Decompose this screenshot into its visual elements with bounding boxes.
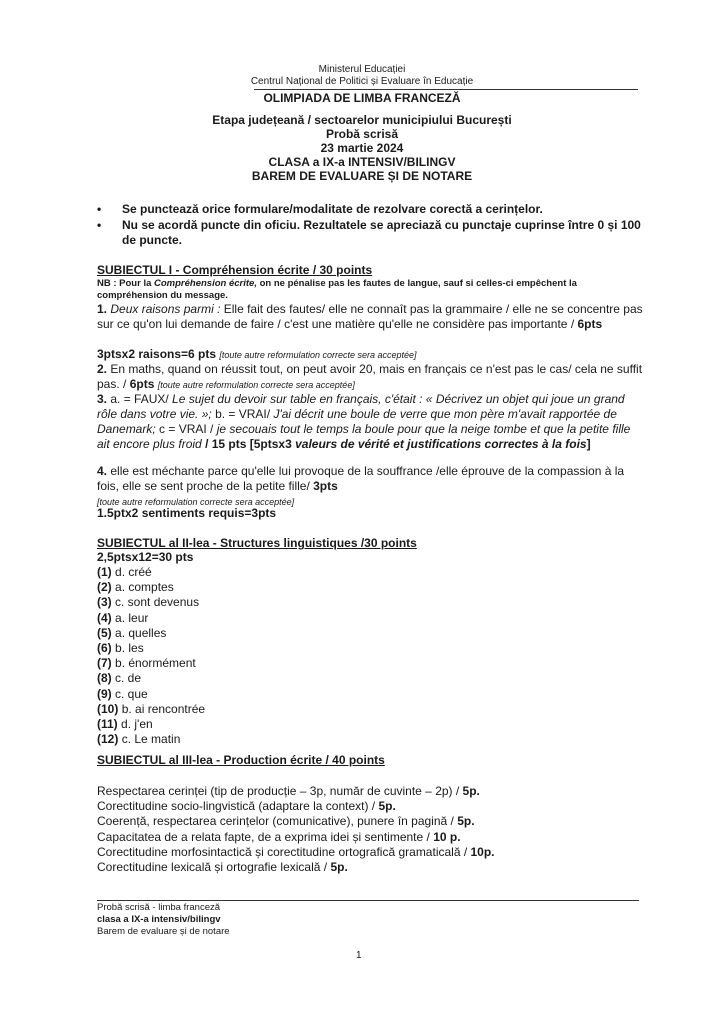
answer-number: (5) (97, 625, 112, 640)
criterion-points: 5p. (330, 860, 348, 874)
answer-text: a. quelles (115, 625, 167, 640)
nb-rest: on ne pénalise pas les fautes de langue, sauf si celles-ci empêchent la compréhension du message. (97, 278, 577, 301)
answer-text: c. Le matin (121, 732, 181, 747)
q3-a: a. = FAUX/ (107, 392, 173, 406)
q3-points: / 15 pts (201, 437, 250, 451)
q1-score: 3ptsx2 raisons=6 pts (97, 347, 217, 361)
criterion-points: 5p. (457, 814, 475, 829)
q1-points: 6pts (577, 317, 603, 331)
answer-text: d. j'en (121, 717, 153, 731)
answer-item (97, 626, 166, 641)
q3-c: c = VRAI / (155, 422, 217, 436)
answer-text: b. ai rencontrée (121, 701, 206, 716)
answer-number: (1) (97, 565, 112, 579)
criterion-text: Capacitatea de a relata fapte, de a exprima idei și sentimente / (97, 829, 434, 844)
criterion-item (97, 814, 475, 829)
criterion-item (97, 799, 396, 814)
criterion-points: 5p. (462, 784, 480, 798)
answer-item (97, 687, 148, 702)
criterion-item (97, 845, 495, 860)
section-2-title: SUBIECTUL al II-lea - Structures linguistiques /30 points (97, 536, 417, 550)
q4-note: [toute autre reformulation correcte sera acceptée] (97, 497, 295, 507)
q1-number: 1. (97, 302, 108, 316)
bullet-1-icon: • (97, 202, 102, 216)
question-1 (97, 302, 645, 332)
header-rule (254, 89, 638, 90)
bullet-2-icon: • (97, 218, 102, 232)
q3-score-start: [5ptsx3 (249, 437, 296, 451)
criterion-text: Corectitudine lexicală și ortografie lexicală / (97, 860, 331, 874)
q2-text: En maths, quand on réussit tout, on peut avoir 20, mais en français ce n'est pas le cas/ cela ne suffit pas. / (97, 362, 643, 391)
q3-b: b. = VRAI/ (211, 407, 274, 421)
question-4-score (97, 506, 645, 521)
nb-italic: Compréhension écrite, (154, 278, 257, 289)
section-2-score (97, 550, 193, 565)
answer-item (97, 611, 148, 626)
answer-number: (12) (97, 732, 119, 747)
question-4 (97, 464, 645, 494)
criterion-points: 10p. (470, 844, 495, 859)
answer-item (97, 656, 196, 671)
footer-line-1: Probă scrisă - limba franceză (97, 902, 221, 913)
answer-text: b. énormément (115, 656, 196, 671)
q1-italic: Deux raisons parmi : (110, 302, 221, 316)
answer-item (97, 732, 180, 747)
criterion-text: Corectitudine morfosintactică și corectitudine ortografică gramaticală / (97, 844, 471, 859)
q3-score-italic: valeurs de vérité et justifications correctes à la fois (295, 437, 587, 451)
footer-rule (97, 900, 639, 901)
criterion-text: Corectitudine socio-lingvistică (adaptare la context) / (97, 799, 379, 814)
q3-number: 3. (97, 392, 108, 406)
section-2-score-text: 2,5ptsx12=30 pts (97, 550, 194, 564)
answer-text: c. de (115, 671, 142, 686)
criterion-text: Coerență, respectarea cerințelor (comunicative), punere în pagină / (97, 814, 458, 829)
answer-text: b. les (115, 641, 144, 655)
footer-line-2: clasa a IX-a intensiv/bilingv (97, 914, 221, 925)
answer-text: a. comptes (115, 580, 174, 595)
question-3 (97, 392, 645, 452)
q2-number: 2. (97, 362, 108, 376)
bullet-2-text: Nu se acordă puncte din oficiu. Rezultatele se apreciază cu punctaje cuprinse între 0 și 100 de puncte. (122, 218, 641, 247)
answer-text: c. que (115, 686, 148, 701)
section-3-title: SUBIECTUL al III-lea - Production écrite / 40 points (97, 753, 385, 767)
answer-number: (7) (97, 656, 112, 671)
olympiad-title: OLIMPIADA DE LIMBA FRANCEZĂ (263, 91, 461, 105)
answer-item (97, 641, 144, 656)
criterion-text: Respectarea cerinței (tip de producție – 3p, număr de cuvinte – 2p) / (97, 784, 463, 798)
answer-number: (10) (97, 701, 119, 716)
answer-item (97, 671, 141, 686)
criterion-item (97, 784, 480, 799)
stage-title: Etapa județeană / sectoarelor municipiului București (212, 113, 512, 127)
answer-text: a. leur (115, 610, 149, 625)
q1-text: Elle fait des fautes/ elle ne connaît pas la grammaire / elle ne se concentre pas sur ce qu'on lui demande de faire / c'est une matière qu'elle ne considère pas importante / (97, 302, 643, 331)
criterion-item (97, 830, 461, 845)
section-1-note (97, 278, 645, 302)
criterion-points: 10 p. (433, 829, 461, 844)
answer-number: (3) (97, 595, 112, 610)
class-title: CLASA a IX-a INTENSIV/BILINGV (268, 155, 456, 169)
answer-item (97, 565, 152, 580)
q1-note: [toute autre reformulation correcte sera acceptée] (219, 350, 417, 360)
answer-number: (2) (97, 580, 112, 595)
answer-item (97, 702, 205, 717)
answer-item (97, 595, 199, 610)
nb-prefix: NB : Pour la (97, 278, 155, 289)
answer-text: d. créé (115, 565, 152, 579)
answer-text: c. sont devenus (115, 595, 200, 610)
q3-b-justification: J'ai décrit une boule de verre que mon père m'avait rapportée de Danemark; (97, 407, 617, 436)
q4-score: 1.5ptx2 sentiments requis=3pts (97, 506, 277, 520)
bullet-1-text: Se punctează orice formulare/modalitate de rezolvare corectă a cerințelor. (122, 202, 543, 216)
exam-date: 23 martie 2024 (320, 141, 404, 155)
answer-number: (6) (97, 641, 112, 655)
answer-item (97, 580, 174, 595)
section-1-title: SUBIECTUL I - Compréhension écrite / 30 points (97, 263, 373, 277)
answer-item (97, 717, 153, 732)
page-number: 1 (356, 950, 362, 961)
ministry-name: Ministerul Educației (318, 64, 406, 75)
exam-type: Probă scrisă (325, 127, 399, 141)
q4-points: 3pts (313, 479, 338, 493)
q3-a-justification: Le sujet du devoir sur table en français, c'était : « Décrivez un objet qui joue un grand rôle dans votre vie. »; (97, 392, 625, 421)
footer-line-3: Barem de evaluare și de notare (97, 926, 230, 937)
question-2 (97, 362, 645, 393)
question-1-score (97, 347, 645, 363)
answer-number: (8) (97, 671, 112, 686)
q2-note: [toute autre reformulation correcte sera acceptée] (157, 380, 355, 390)
answer-number: (4) (97, 610, 112, 625)
criterion-points: 5p. (378, 799, 396, 814)
q2-points: 6pts (129, 377, 155, 391)
answer-number: (9) (97, 686, 112, 701)
q4-number: 4. (97, 464, 108, 478)
criterion-item (97, 860, 348, 875)
q3-c-justification: je secouais tout le temps la boule pour que la neige tombe et que la petite fille ait encore plus froid (97, 422, 631, 451)
center-name: Centrul Național de Politici și Evaluare în Educație (250, 76, 474, 87)
q4-text: elle est méchante parce qu'elle lui provoque de la souffrance /elle éprouve de la compassion à la fois, elle se sent proche de la petite fille/ (97, 464, 625, 493)
barem-title: BAREM DE EVALUARE ȘI DE NOTARE (251, 169, 473, 183)
q3-score-end: ] (586, 437, 591, 451)
answer-number: (11) (97, 717, 118, 731)
